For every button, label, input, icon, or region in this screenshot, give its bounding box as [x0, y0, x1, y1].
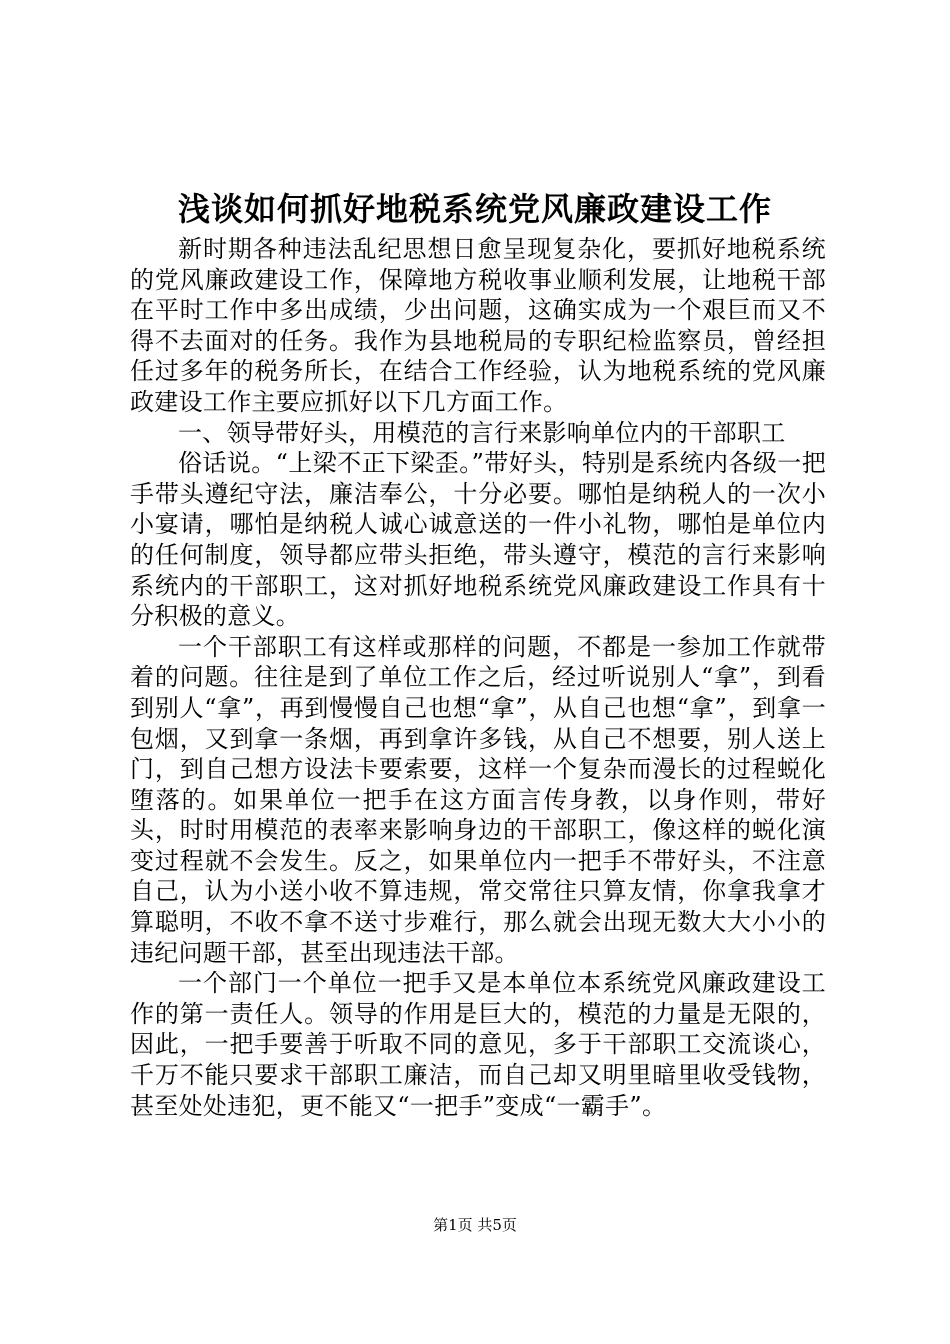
- document-title: 浅谈如何抓好地税系统党风廉政建设工作: [177, 190, 772, 228]
- section-heading-1: 一、领导带好头，用模范的言行来影响单位内的干部职工: [178, 418, 786, 447]
- paragraph-intro: 新时期各种违法乱纪思想日愈呈现复杂化，要抓好地税系统的党风廉政建设工作，保障地方税收事业顺利发展，让地税干部在平时工作中多出成绩，少出问题，这确实成为一个艰巨而又不得不去面对的任务。我作为县地税局的专职纪检监察员，曾经担任过多年的税务所长，在结合工作经验，认为地税系统的党风廉政建设工作主要应抓好以下几方面工作。: [130, 235, 826, 416]
- paragraph-proverb: 俗话说。“上梁不正下梁歪。”带好头，特别是系统内各级一把手带头遵纪守法，廉洁奉公，十分必要。哪怕是纳税人的一次小小宴请，哪怕是纳税人诚心诚意送的一件小礼物，哪怕是单位内的任何制度，领导都应带头拒绝，带头遵守，模范的言行来影响系统内的干部职工，这对抓好地税系统党风廉政建设工作具有十分积极的意义。: [130, 449, 826, 631]
- paragraph-responsibility: 一个部门一个单位一把手又是本单位本系统党风廉政建设工作的第一责任人。领导的作用是巨大的，模范的力量是无限的，因此，一把手要善于听取不同的意见，多于干部职工交流谈心，千万不能只要求干部职工廉洁，而自己却又明里暗里收受钱物，甚至处处违犯，更不能又“一把手”变成“一霸手”。: [130, 969, 826, 1120]
- paragraph-cadre-problems: 一个干部职工有这样或那样的问题，不都是一参加工作就带着的问题。往往是到了单位工作之后，经过听说别人“拿”，到看到别人“拿”，再到慢慢自己也想“拿”，从自己也想“拿”，到拿一包烟，又到拿一条烟，再到拿许多钱，从自己不想要，别人送上门，到自己想方设法卡要索要，这样一个复杂而漫长的过程蜕化堕落的。如果单位一把手在这方面言传身教，以身作则，带好头，时时用模范的表率来影响身边的干部职工，像这样的蜕化演变过程就不会发生。反之，如果单位内一把手不带好头，不注意自己，认为小送小收不算违规，常交常往只算友情，你拿我拿才算聪明，不收不拿不送寸步难行，那么就会出现无数大大小小的违纪问题干部，甚至出现违法干部。: [130, 632, 826, 967]
- document-body: [130, 234, 826, 1121]
- page-number-footer: 第1页 共5页: [433, 1216, 517, 1234]
